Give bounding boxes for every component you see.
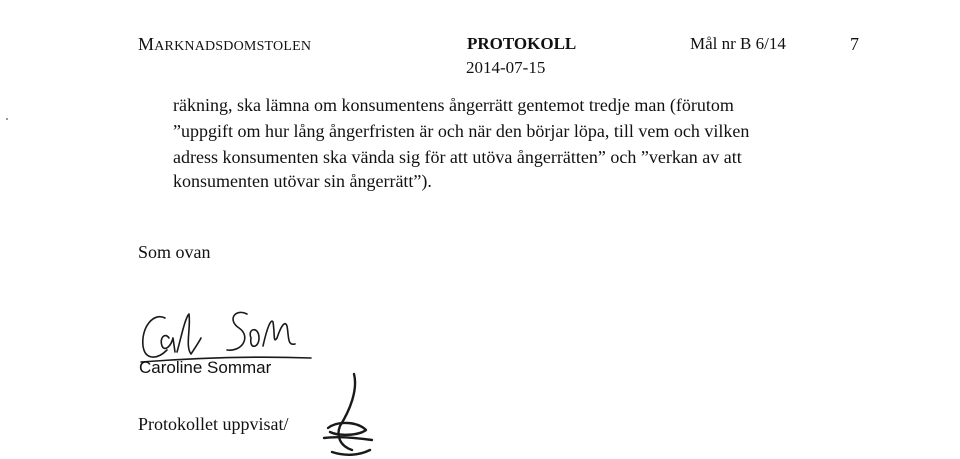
signature-stroke-l [177,314,201,354]
body-line: ”uppgift om hur lång ångerfristen är och när den börjar löpa, till vem och vilken [173,121,750,141]
court-name-initial: M [138,34,155,54]
court-name [138,34,311,55]
protocol-shown-label: Protokollet uppvisat/ [138,414,289,434]
court-name-rest: ARKNADSDOMSTOLEN [154,39,312,54]
case-number: Mål nr B 6/14 [690,34,786,53]
initials-stroke-cross [324,437,372,440]
body-line: adress konsumenten ska vända sig för att utöva ångerrätten” och ”verkan av att [173,147,742,167]
signer-name: Caroline Sommar [139,358,272,377]
signature-stroke-s [227,312,247,350]
page-number: 7 [850,34,859,54]
signature-stroke-loop [250,330,259,347]
body-line: konsumenten utövar sin ångerrätt”). [173,171,432,191]
handwritten-initials [318,370,378,459]
document-date: 2014-07-15 [466,58,546,77]
closing-phrase: Som ovan [138,242,211,262]
signature-stroke-mm [263,321,295,346]
document-title: PROTOKOLL [467,34,577,53]
scan-speck [6,118,8,120]
body-line: räkning, ska lämna om konsumentens ångerrätt gentemot tredje man (förutom [173,95,734,115]
signature-stroke-a [161,336,175,352]
initials-stroke-loop [328,423,366,435]
